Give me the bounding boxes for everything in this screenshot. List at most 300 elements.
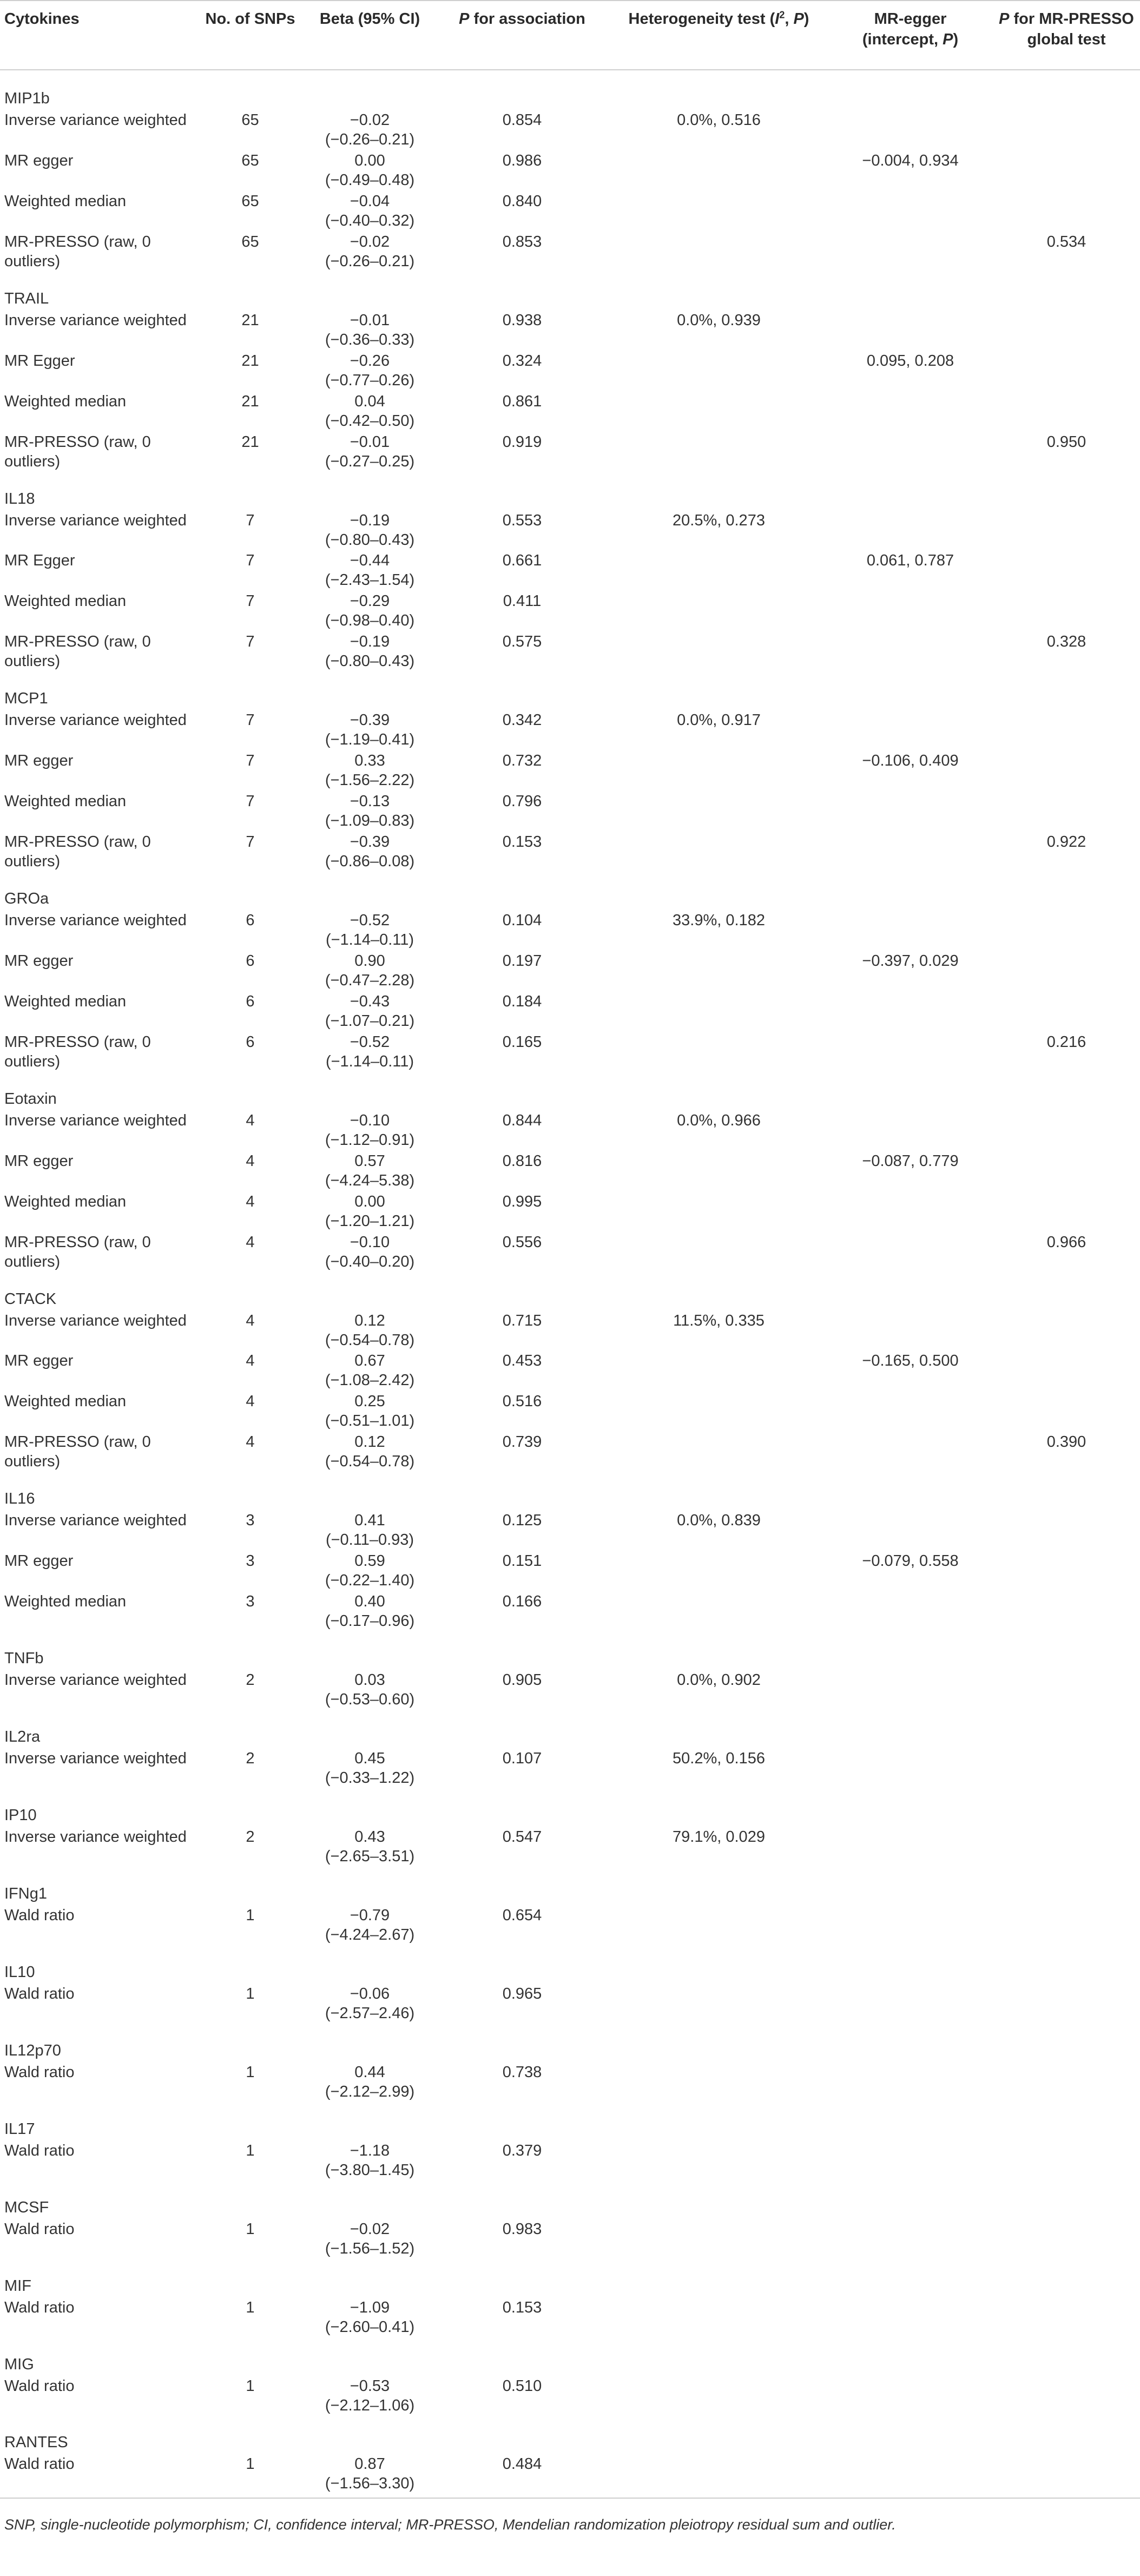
- heterogeneity-cell: [610, 1032, 828, 1073]
- mr-egger-cell: [828, 2219, 993, 2260]
- beta-cell: [305, 1906, 434, 1946]
- p-association-cell: 0.854: [502, 111, 542, 129]
- heterogeneity-cell: [610, 1351, 828, 1392]
- cytokine-name: TNFb: [4, 1650, 44, 1668]
- group-row: [0, 2025, 1140, 2063]
- snps-cell: 7: [246, 752, 255, 770]
- snps-cell: 7: [246, 711, 255, 729]
- heterogeneity-cell: [610, 1984, 828, 2025]
- beta-value: −1.09: [350, 2298, 390, 2316]
- snps-cell: 1: [195, 2454, 305, 2498]
- beta-value: 0.45: [354, 1750, 385, 1767]
- snps-cell: 7: [246, 633, 255, 651]
- method-cell: Wald ratio: [4, 2220, 75, 2238]
- heterogeneity-cell: [610, 951, 828, 992]
- table-row: [0, 832, 1140, 873]
- ci-value: (−1.12–0.91): [325, 1131, 415, 1149]
- beta-cell: [305, 1670, 434, 1711]
- beta-value: 0.12: [354, 1312, 385, 1329]
- mr-egger-cell: [828, 1192, 993, 1233]
- mr-presso-cell: [993, 1551, 1140, 1592]
- method-cell: Inverse variance weighted: [4, 711, 187, 729]
- beta-value: −0.01: [350, 433, 390, 451]
- table-row: [0, 311, 1140, 351]
- p-association-cell: 0.553: [502, 511, 542, 529]
- p-association-cell: 0.197: [502, 952, 542, 970]
- p-association-cell: 0.575: [502, 633, 542, 651]
- beta-cell: [305, 351, 434, 392]
- mr-presso-cell: [993, 2298, 1140, 2338]
- mr-egger-cell: 0.061, 0.787: [866, 552, 954, 570]
- ci-value: (−0.40–0.32): [325, 212, 415, 229]
- heterogeneity-cell: [610, 992, 828, 1032]
- ci-value: (−1.14–0.11): [325, 931, 414, 948]
- heterogeneity-cell: 11.5%, 0.335: [673, 1312, 765, 1329]
- snps-cell: 1: [246, 2377, 255, 2395]
- beta-cell: [305, 311, 434, 351]
- beta-cell: [305, 551, 434, 591]
- p-association-cell: 0.986: [502, 151, 542, 169]
- heterogeneity-cell: [610, 1233, 828, 1273]
- method-cell: MR egger: [4, 952, 74, 970]
- mr-presso-cell: [993, 911, 1140, 951]
- p-association-cell: 0.107: [502, 1750, 542, 1767]
- p-association-cell: 0.556: [502, 1233, 542, 1251]
- p-association-cell: 0.938: [502, 311, 542, 329]
- method-cell: MR egger: [4, 151, 74, 169]
- mr-presso-cell: [993, 792, 1140, 832]
- method-cell: MR-PRESSO (raw, 0 outliers): [4, 633, 151, 670]
- heterogeneity-cell: [610, 632, 828, 673]
- beta-cell: [305, 992, 434, 1032]
- group-row: [0, 2103, 1140, 2141]
- method-cell: Inverse variance weighted: [4, 1671, 187, 1689]
- beta-cell: [305, 1551, 434, 1592]
- ci-value: (−0.17–0.96): [325, 1612, 415, 1630]
- cytokine-name: Eotaxin: [4, 1090, 57, 1108]
- snps-cell: 65: [241, 111, 259, 129]
- ci-value: (−4.24–2.67): [325, 1926, 415, 1943]
- beta-value: 0.00: [354, 1193, 385, 1210]
- mr-egger-cell: [828, 911, 993, 951]
- table-row: [0, 2219, 1140, 2260]
- mr-presso-cell: 0.534: [1046, 233, 1086, 251]
- beta-value: −0.02: [350, 111, 390, 129]
- header-mr-egger: MR-egger (intercept, P): [828, 1, 993, 70]
- mr-presso-cell: [993, 551, 1140, 591]
- heterogeneity-cell: [610, 151, 828, 192]
- p-association-cell: 0.379: [502, 2142, 542, 2159]
- method-cell: MR Egger: [4, 352, 75, 370]
- beta-value: 0.12: [354, 1433, 385, 1451]
- heterogeneity-cell: [610, 2063, 828, 2103]
- ci-value: (−0.11–0.93): [325, 1531, 414, 1549]
- ci-value: (−1.56–1.52): [325, 2239, 415, 2257]
- table-row: [0, 1233, 1140, 1273]
- heterogeneity-cell: [610, 432, 828, 473]
- ci-value: (−2.57–2.46): [325, 2004, 415, 2022]
- beta-value: −0.29: [350, 592, 390, 610]
- table-row: [0, 632, 1140, 673]
- beta-cell: [305, 792, 434, 832]
- p-association-cell: 0.153: [502, 2298, 542, 2316]
- beta-cell: [305, 1432, 434, 1473]
- method-cell: Inverse variance weighted: [4, 912, 187, 929]
- snps-cell: 6: [246, 952, 255, 970]
- beta-value: 0.00: [354, 151, 385, 169]
- beta-value: −0.10: [350, 1111, 390, 1129]
- ci-value: (−2.60–0.41): [325, 2318, 415, 2336]
- table-row: [0, 432, 1140, 473]
- mr-egger-cell: −0.087, 0.779: [862, 1152, 959, 1170]
- beta-cell: [305, 2376, 434, 2417]
- method-cell: MR-PRESSO (raw, 0 outliers): [4, 1433, 151, 1471]
- beta-value: −0.26: [350, 352, 390, 370]
- mr-egger-cell: [828, 1111, 993, 1151]
- beta-value: −0.43: [350, 992, 390, 1010]
- method-cell: Weighted median: [4, 992, 127, 1010]
- p-association-cell: 0.905: [502, 1671, 542, 1689]
- beta-cell: [305, 951, 434, 992]
- snps-cell: 3: [246, 1512, 255, 1530]
- p-association-cell: 0.411: [503, 592, 542, 610]
- beta-cell: [305, 751, 434, 792]
- snps-cell: 2: [246, 1671, 255, 1689]
- method-cell: Weighted median: [4, 592, 127, 610]
- mr-presso-cell: [993, 1592, 1140, 1632]
- snps-cell: 4: [246, 1433, 255, 1451]
- ci-value: (−1.20–1.21): [325, 1212, 415, 1230]
- method-cell: MR egger: [4, 1552, 74, 1570]
- mr-egger-cell: [828, 1906, 993, 1946]
- header-beta: Beta (95% CI): [305, 1, 434, 70]
- table-row: [0, 1351, 1140, 1392]
- snps-cell: 3: [246, 1552, 255, 1570]
- ci-value: (−2.43–1.54): [325, 571, 415, 589]
- mr-egger-cell: 0.095, 0.208: [866, 352, 954, 370]
- ci-value: (−1.19–0.41): [325, 731, 415, 749]
- mr-egger-cell: [828, 1032, 993, 1073]
- mr-egger-cell: −0.165, 0.500: [862, 1352, 959, 1370]
- ci-value: (−1.09–0.83): [325, 812, 415, 830]
- beta-cell: [305, 2454, 434, 2498]
- snps-cell: 7: [246, 552, 255, 570]
- mr-egger-cell: [828, 232, 993, 273]
- mr-presso-cell: [993, 511, 1140, 551]
- beta-value: −0.53: [350, 2377, 390, 2395]
- mr-egger-cell: −0.004, 0.934: [862, 151, 959, 169]
- beta-value: 0.41: [354, 1512, 385, 1530]
- mr-presso-cell: 0.966: [1046, 1233, 1086, 1251]
- beta-value: −0.06: [350, 1985, 390, 2002]
- method-cell: Inverse variance weighted: [4, 1312, 187, 1329]
- heterogeneity-cell: [610, 832, 828, 873]
- table-row: [0, 992, 1140, 1032]
- table-row: [0, 1151, 1140, 1192]
- method-cell: Weighted median: [4, 192, 127, 210]
- group-row: [0, 2260, 1140, 2298]
- cytokine-name: MIP1b: [4, 90, 50, 107]
- method-cell: MR egger: [4, 752, 74, 770]
- table-row: [0, 911, 1140, 951]
- p-association-cell: 0.840: [502, 192, 542, 210]
- mr-egger-cell: −0.397, 0.029: [862, 952, 959, 970]
- p-association-cell: 0.104: [502, 912, 542, 929]
- cytokine-name: TRAIL: [4, 289, 49, 307]
- ci-value: (−0.42–0.50): [325, 412, 415, 430]
- table-row: [0, 1984, 1140, 2025]
- group-row: [0, 2182, 1140, 2219]
- table-row: [0, 2454, 1140, 2498]
- p-association-cell: 0.516: [502, 1393, 542, 1411]
- table-row: [0, 110, 1140, 151]
- beta-value: −0.02: [350, 233, 390, 251]
- p-association-cell: 0.661: [502, 552, 542, 570]
- cytokine-name: IP10: [4, 1806, 37, 1824]
- mr-egger-cell: [828, 392, 993, 432]
- p-association-cell: 0.861: [502, 392, 542, 410]
- group-row: [0, 273, 1140, 311]
- beta-cell: [305, 1511, 434, 1551]
- mr-egger-cell: [828, 1670, 993, 1711]
- heterogeneity-cell: [610, 2454, 828, 2498]
- mr-presso-cell: [993, 2063, 1140, 2103]
- method-cell: Inverse variance weighted: [4, 1750, 187, 1767]
- mr-presso-cell: [993, 392, 1140, 432]
- group-row: [0, 1473, 1140, 1511]
- beta-cell: [305, 1392, 434, 1432]
- method-cell: Weighted median: [4, 392, 127, 410]
- table-row: [0, 551, 1140, 591]
- snps-cell: 7: [246, 511, 255, 529]
- mr-egger-cell: [828, 1592, 993, 1632]
- mr-egger-cell: [828, 432, 993, 473]
- table-row: [0, 1511, 1140, 1551]
- mr-presso-cell: 0.328: [1046, 633, 1086, 651]
- beta-value: 0.04: [354, 392, 385, 410]
- mr-egger-cell: −0.079, 0.558: [862, 1552, 959, 1570]
- ci-value: (−2.12–1.06): [325, 2396, 415, 2414]
- mr-presso-cell: [993, 1111, 1140, 1151]
- method-cell: Wald ratio: [0, 2454, 195, 2498]
- beta-value: −0.52: [350, 912, 390, 929]
- mr-presso-cell: [993, 992, 1140, 1032]
- mr-egger-cell: [828, 2454, 993, 2498]
- mr-egger-cell: [828, 110, 993, 151]
- group-row: [0, 1711, 1140, 1749]
- ci-value: (−0.26–0.21): [325, 131, 415, 148]
- heterogeneity-cell: 20.5%, 0.273: [673, 511, 765, 529]
- heterogeneity-cell: [610, 551, 828, 591]
- beta-value: −0.02: [350, 2220, 390, 2238]
- snps-cell: 1: [246, 1906, 255, 1924]
- mr-presso-cell: 0.922: [1046, 833, 1086, 851]
- heterogeneity-cell: [610, 1551, 828, 1592]
- table-row: [0, 1551, 1140, 1592]
- cytokine-name: IL17: [4, 2120, 35, 2138]
- mr-egger-cell: [828, 992, 993, 1032]
- snps-cell: 6: [246, 912, 255, 929]
- beta-cell: [305, 1749, 434, 1789]
- snps-cell: 1: [246, 2063, 255, 2081]
- ci-value: (−0.27–0.25): [325, 452, 415, 470]
- beta-value: −0.01: [350, 311, 390, 329]
- mr-presso-cell: [993, 192, 1140, 232]
- heterogeneity-cell: [610, 392, 828, 432]
- beta-value: −0.13: [350, 793, 390, 811]
- mr-presso-cell: [993, 591, 1140, 632]
- table-row: [0, 1032, 1140, 1073]
- beta-value: 0.03: [354, 1671, 385, 1689]
- mr-presso-cell: [993, 151, 1140, 192]
- p-association-cell: 0.184: [502, 992, 542, 1010]
- table-row: [0, 192, 1140, 232]
- beta-cell: [305, 1151, 434, 1192]
- snps-cell: 21: [241, 392, 259, 410]
- cytokine-name: IL18: [4, 490, 35, 508]
- mr-presso-cell: [993, 710, 1140, 751]
- mr-presso-cell: [993, 1827, 1140, 1868]
- beta-cell: [305, 2063, 434, 2103]
- method-cell: Weighted median: [4, 1393, 127, 1411]
- ci-value: (−1.08–2.42): [325, 1372, 415, 1389]
- ci-value: (−0.49–0.48): [325, 171, 415, 189]
- mr-presso-cell: [993, 1511, 1140, 1551]
- p-association-cell: 0.151: [502, 1552, 542, 1570]
- mr-presso-cell: 0.950: [1046, 433, 1086, 451]
- table-row: [0, 511, 1140, 551]
- group-row: [0, 1632, 1140, 1670]
- group-row: [0, 1946, 1140, 1984]
- ci-value: (−2.12–2.99): [325, 2083, 415, 2100]
- snps-cell: 2: [246, 1750, 255, 1767]
- snps-cell: 7: [246, 833, 255, 851]
- cytokine-name: MIF: [4, 2277, 31, 2295]
- mr-egger-cell: [828, 1311, 993, 1352]
- mr-presso-cell: [993, 2376, 1140, 2417]
- p-association-cell: 0.125: [502, 1512, 542, 1530]
- cytokine-name: IL10: [4, 1963, 35, 1981]
- ci-value: (−1.07–0.21): [325, 1012, 415, 1030]
- mr-egger-cell: [828, 311, 993, 351]
- snps-cell: 1: [246, 2220, 255, 2238]
- snps-cell: 6: [246, 1033, 255, 1051]
- beta-value: 0.33: [354, 752, 385, 770]
- heterogeneity-cell: [610, 2376, 828, 2417]
- beta-cell: [305, 1984, 434, 2025]
- p-association-cell: 0.995: [502, 1193, 542, 1210]
- heterogeneity-cell: 0.0%, 0.516: [677, 111, 761, 129]
- beta-cell: [305, 151, 434, 192]
- beta-cell: [305, 1592, 434, 1632]
- beta-value: −1.18: [350, 2142, 390, 2159]
- snps-cell: 4: [246, 1152, 255, 1170]
- method-cell: Wald ratio: [4, 1906, 75, 1924]
- p-association-cell: 0.547: [502, 1828, 542, 1846]
- table-row: [0, 1827, 1140, 1868]
- mr-egger-cell: [828, 2141, 993, 2182]
- table-row: [0, 2141, 1140, 2182]
- table-body: [0, 70, 1140, 2498]
- ci-value: (−2.65–3.51): [325, 1847, 415, 1865]
- mr-presso-cell: [993, 2141, 1140, 2182]
- ci-value: (−0.36–0.33): [325, 331, 415, 348]
- mr-egger-cell: [828, 832, 993, 873]
- ci-value: (−0.86–0.08): [325, 853, 415, 871]
- mr-egger-cell: [828, 1511, 993, 1551]
- heterogeneity-cell: 0.0%, 0.917: [677, 711, 761, 729]
- beta-value: −0.10: [350, 1233, 390, 1251]
- heterogeneity-cell: [610, 232, 828, 273]
- snps-cell: 65: [241, 233, 259, 251]
- ci-value: (−0.40–0.20): [325, 1253, 415, 1270]
- mr-presso-cell: [993, 110, 1140, 151]
- ci-value: (−0.53–0.60): [325, 1691, 415, 1709]
- method-cell: Wald ratio: [4, 1985, 75, 2002]
- group-row: [0, 1273, 1140, 1311]
- heterogeneity-cell: [610, 751, 828, 792]
- beta-value: −0.79: [350, 1906, 390, 1924]
- beta-cell: [305, 1111, 434, 1151]
- p-association-cell: 0.510: [502, 2377, 542, 2395]
- table-row: [0, 392, 1140, 432]
- snps-cell: 7: [246, 592, 255, 610]
- heterogeneity-cell: [610, 1432, 828, 1473]
- method-cell: Inverse variance weighted: [4, 511, 187, 529]
- mr-presso-cell: [993, 1192, 1140, 1233]
- ci-value: (−0.33–1.22): [325, 1769, 415, 1787]
- mr-presso-cell: [993, 1984, 1140, 2025]
- snps-cell: 4: [246, 1193, 255, 1210]
- table-row: [0, 1432, 1140, 1473]
- p-association-cell: 0.484: [434, 2454, 610, 2498]
- heterogeneity-cell: [610, 1151, 828, 1192]
- snps-cell: 65: [241, 192, 259, 210]
- method-cell: Inverse variance weighted: [4, 1828, 187, 1846]
- mr-egger-cell: −0.106, 0.409: [862, 752, 959, 770]
- snps-cell: 4: [246, 1111, 255, 1129]
- table-row: [0, 792, 1140, 832]
- beta-value: 0.87: [354, 2455, 385, 2473]
- method-cell: Wald ratio: [4, 2063, 75, 2081]
- table-row: [0, 1749, 1140, 1789]
- p-association-cell: 0.739: [502, 1433, 542, 1451]
- group-row: [0, 1073, 1140, 1111]
- snps-cell: 21: [241, 433, 259, 451]
- p-association-cell: 0.796: [502, 793, 542, 811]
- group-row: [0, 873, 1140, 911]
- method-cell: MR-PRESSO (raw, 0 outliers): [4, 1233, 151, 1270]
- heterogeneity-cell: 0.0%, 0.902: [677, 1671, 761, 1689]
- snps-cell: 7: [246, 793, 255, 811]
- method-cell: Inverse variance weighted: [4, 1111, 187, 1129]
- mr-egger-cell: [828, 710, 993, 751]
- beta-value: 0.43: [354, 1828, 385, 1846]
- method-cell: Weighted median: [4, 1193, 127, 1210]
- table-row: [0, 1192, 1140, 1233]
- p-association-cell: 0.654: [502, 1906, 542, 1924]
- cytokine-name: GROa: [4, 890, 49, 907]
- snps-cell: 1: [246, 2142, 255, 2159]
- p-association-cell: 0.816: [502, 1152, 542, 1170]
- ci-value: (−1.56–2.22): [325, 772, 415, 789]
- table-row: [0, 1311, 1140, 1352]
- group-row: [0, 1789, 1140, 1827]
- beta-cell: [305, 2219, 434, 2260]
- mr-egger-cell: [828, 632, 993, 673]
- cytokine-name: MIG: [4, 2355, 34, 2373]
- mr-presso-cell: [993, 951, 1140, 992]
